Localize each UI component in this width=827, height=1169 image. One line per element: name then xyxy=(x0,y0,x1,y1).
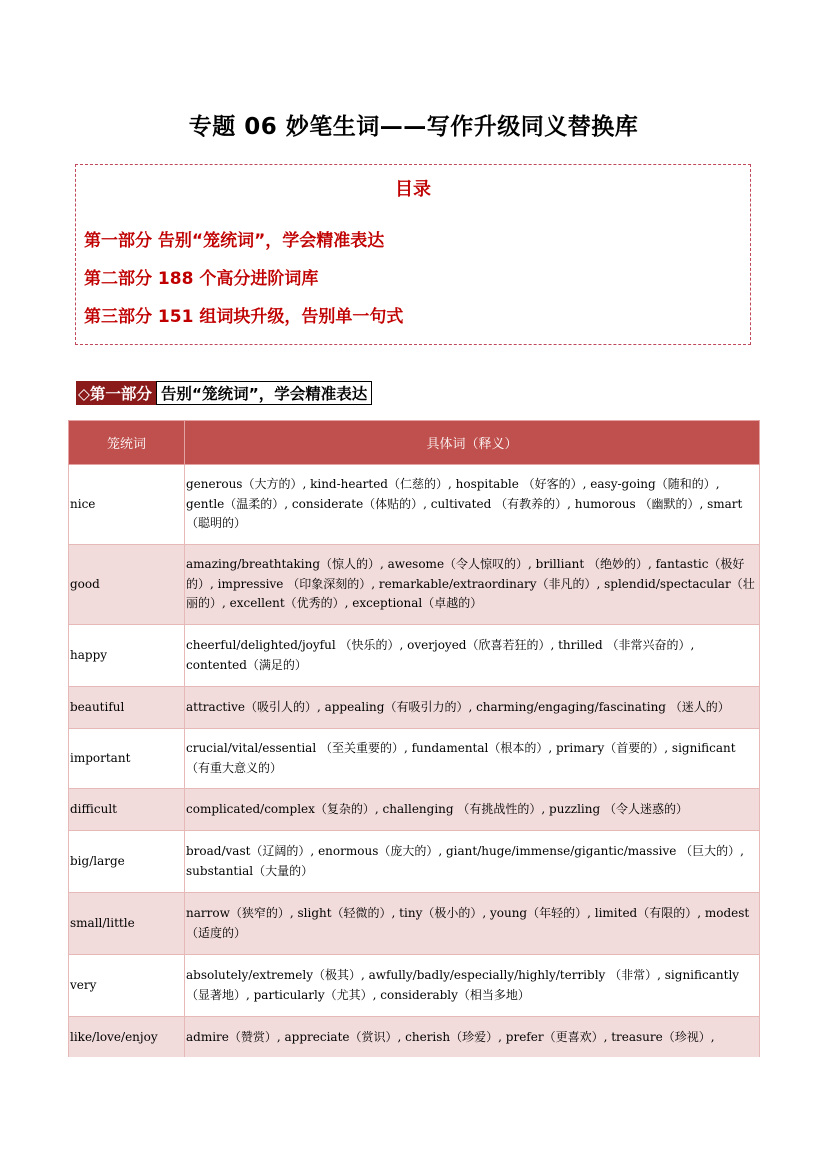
toc-item-part-3[interactable]: 第三部分 151 组词块升级，告别单一句式 xyxy=(84,307,404,327)
specific-words-cell: complicated/complex（复杂的）, challenging （有挑战性的）, puzzling （令人迷惑的） xyxy=(185,789,760,831)
general-word-cell: very xyxy=(69,955,185,1017)
specific-words-cell: amazing/breathtaking（惊人的）, awesome（令人惊叹的）, brilliant （绝妙的）, fantastic（极好的）, impressive （印象深刻的）, remarkable/extraordinary（非凡的）, splendid/spectacular（壮丽的）, excellent（优秀的）, exceptional（卓越的） xyxy=(185,545,760,625)
table-row xyxy=(69,955,760,1017)
specific-words-cell: generous（大方的）, kind-hearted（仁慈的）, hospitable （好客的）, easy-going（随和的）, gentle（温柔的）, considerate（体贴的）, cultivated （有教养的）, humorous （幽默的）, smart（聪明的） xyxy=(185,465,760,545)
section-1-title: 告别“笼统词”，学会精准表达 xyxy=(156,381,372,405)
general-word-cell: beautiful xyxy=(69,687,185,729)
specific-words-cell: narrow（狭窄的）, slight（轻微的）, tiny（极小的）, young（年轻的）, limited（有限的）, modest（适度的） xyxy=(185,893,760,955)
specific-words-cell: cheerful/delighted/joyful （快乐的）, overjoyed（欣喜若狂的）, thrilled （非常兴奋的）, contented（满足的） xyxy=(185,625,760,687)
table-row xyxy=(69,1017,760,1059)
specific-words-cell: crucial/vital/essential （至关重要的）, fundamental（根本的）, primary（首要的）, significant （有重大意义的） xyxy=(185,729,760,789)
general-word-cell: big/large xyxy=(69,831,185,893)
general-word-cell: difficult xyxy=(69,789,185,831)
general-word-cell: like/love/enjoy xyxy=(69,1017,185,1059)
vocabulary-table xyxy=(68,420,760,1059)
specific-words-cell: absolutely/extremely（极其）, awfully/badly/especially/highly/terribly （非常）, significantly（显著地）, particularly（尤其）, considerably（相当多地） xyxy=(185,955,760,1017)
table-row xyxy=(69,729,760,789)
toc-item-part-2[interactable]: 第二部分 188 个高分进阶词库 xyxy=(84,269,319,289)
specific-words-cell: attractive（吸引人的）, appealing（有吸引力的）, charming/engaging/fascinating （迷人的） xyxy=(185,687,760,729)
toc-item-part-1[interactable]: 第一部分 告别“笼统词”，学会精准表达 xyxy=(84,231,385,251)
table-row xyxy=(69,687,760,729)
general-word-cell: small/little xyxy=(69,893,185,955)
section-1-tag: ◇第一部分 xyxy=(76,381,156,405)
header-general-word: 笼统词 xyxy=(69,421,185,465)
table-row xyxy=(69,789,760,831)
page-bottom-margin xyxy=(0,1057,827,1169)
toc-heading: 目录 xyxy=(395,179,431,200)
page-title: 专题 06 妙笔生词——写作升级同义替换库 xyxy=(188,114,639,140)
table-row xyxy=(69,625,760,687)
general-word-cell: good xyxy=(69,545,185,625)
section-1-header xyxy=(76,381,372,405)
general-word-cell: happy xyxy=(69,625,185,687)
table-row xyxy=(69,545,760,625)
table-of-contents xyxy=(75,164,751,345)
header-specific-words: 具体词（释义） xyxy=(185,421,760,465)
table-row xyxy=(69,465,760,545)
specific-words-cell: admire（赞赏）, appreciate（赏识）, cherish（珍爱）, prefer（更喜欢）, treasure（珍视）, xyxy=(185,1017,760,1059)
table-row xyxy=(69,893,760,955)
table-row xyxy=(69,831,760,893)
general-word-cell: nice xyxy=(69,465,185,545)
table-header-row xyxy=(69,421,760,465)
general-word-cell: important xyxy=(69,729,185,789)
specific-words-cell: broad/vast（辽阔的）, enormous（庞大的）, giant/huge/immense/gigantic/massive （巨大的）, substantial（大量的） xyxy=(185,831,760,893)
